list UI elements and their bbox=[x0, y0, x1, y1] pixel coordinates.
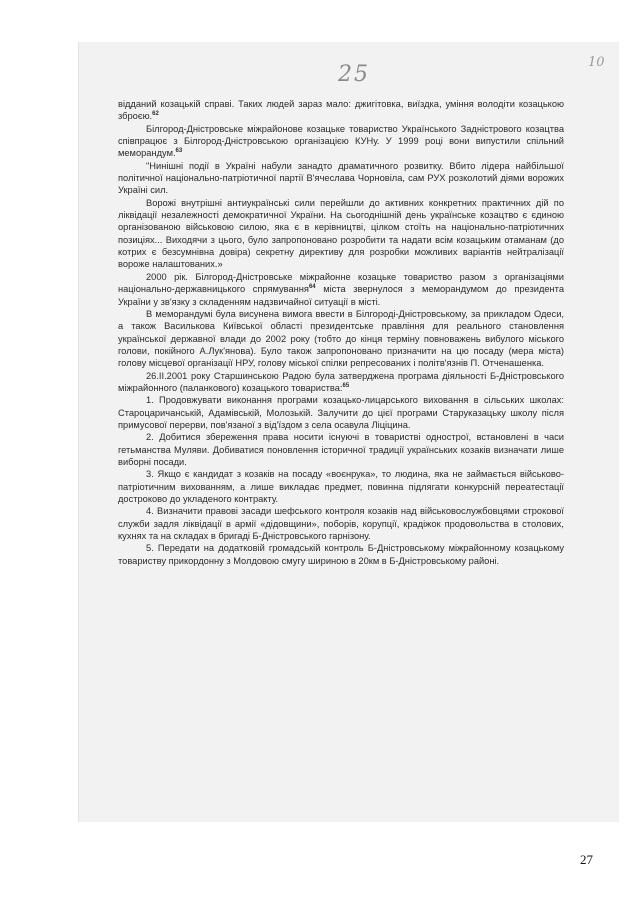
paragraph: відданий козацькій справі. Таких людей зараз мало: джигітовка, виїздка, уміння володіти козацькою зброєю.$^{62}$ bbox=[118, 99, 564, 122]
paragraph: В меморандумі була висунена вимога ввести в Білгороді-Дністровському, за прикладом Одеси, а також Василькова Київської області президентське правління для реального становлення української державної влади до 2002 року (тобто до кінця терміну повноважень вибулого міського голови, покійного А.Лук'янова). Було також запропоновано призначити на цю посаду (мера міста) голову місцевої організації НРУ, голову міської спілки репресованих і політв'язнів П. Отченашенка. bbox=[118, 308, 564, 369]
paragraph: 2000 рік. Білгород-Дністровське міжрайонне козацьке товариство разом з організаціями національно-державницького спрямування$^{64}$ міста звернулося з меморандумом до президента України у зв'язку з складенням надзвичайної ситуації в місті. bbox=[118, 271, 564, 307]
paragraph: 26.ІІ.2001 року Старшинською Радою була затверджена програма діяльності Б-Дністровського міжрайонного (паланкового) козацького товариства:$^{65}$ bbox=[118, 370, 564, 393]
handwritten-page-number: 25 bbox=[338, 62, 370, 87]
list-item: 4. Визначити правові засади шефського контроля козаків над військовослужбовцями строкової служби задля ліквідації в армії «дідовщини», поборів, корупції, крадіжок продовольства в столових, кухнях та на складах в бригаді Б-Дністровського гарнізону. bbox=[118, 506, 564, 542]
page-number: 27 bbox=[580, 852, 593, 867]
handwritten-corner-number: 10 bbox=[588, 55, 605, 70]
paragraph: Ворожі внутрішні антиукраїнські сили перейшли до активних конкретних практичних дій по ліквідації незалежності демократичної України. На сьогоднішній день українське козацтво є єдиною організованою військовою силою, яка є в керівництві, цілком стоїть на національно-патріотичних позиціях... Виходячи з цього, було запропоновано розробити та надати всім козацьким отаманам (до котрих є безсумнівна довіра) секретну директиву для розробки можливих варіантів нейтралізації вороже налаштованих.» bbox=[118, 197, 564, 270]
list-item: 1. Продовжувати виконання програми козацько-лицарського виховання в сільських школах: Староцаричанській, Адамівській, Молозькій. Залучити до цієї програми Старуказацьку школу після примусової перерви, пов'язаної з від'їздом з села осавула Ліціцина. bbox=[118, 395, 564, 430]
list-item: 2. Добитися збереження права носити існуючі в товаристві однострої, встановлені в часи гетьманства Муляви. Добиватися поновлення історичної традиції українських козаків визначати лише виборні посади. bbox=[118, 432, 564, 467]
list-item: 5. Передати на додатковій громадській контроль Б-Дністровському міжрайонному козацькому товариству прикордонну з Молдовою смугу шириною в 20км в Б-Дністровському районі. bbox=[118, 543, 564, 566]
paragraph: Білгород-Дністровське міжрайонове козацьке товариство Українського Задністрового козацтва співпрацює з Білгород-Дністровською організацією КУНу. У 1999 році вони випустили спільний меморандум.$^{63}$ bbox=[118, 123, 564, 159]
list-item: 3. Якщо є кандидат з козаків на посаду «воєнрука», то людина, яка не займається військово-патріотичним вихованням, а лише викладає предмет, повинна підлягати конкурсній переатестації достроково до укладеного контракту. bbox=[118, 469, 564, 504]
paragraph: "Нинішні події в Україні набули занадто драматичного розвитку. Вбито лідера найбільшої політичної національно-патріотичної партії В'ячеслава Чорновіла, сам РУХ розколотий діями ворожих Україні сил. bbox=[118, 160, 564, 196]
document-body bbox=[118, 98, 564, 567]
